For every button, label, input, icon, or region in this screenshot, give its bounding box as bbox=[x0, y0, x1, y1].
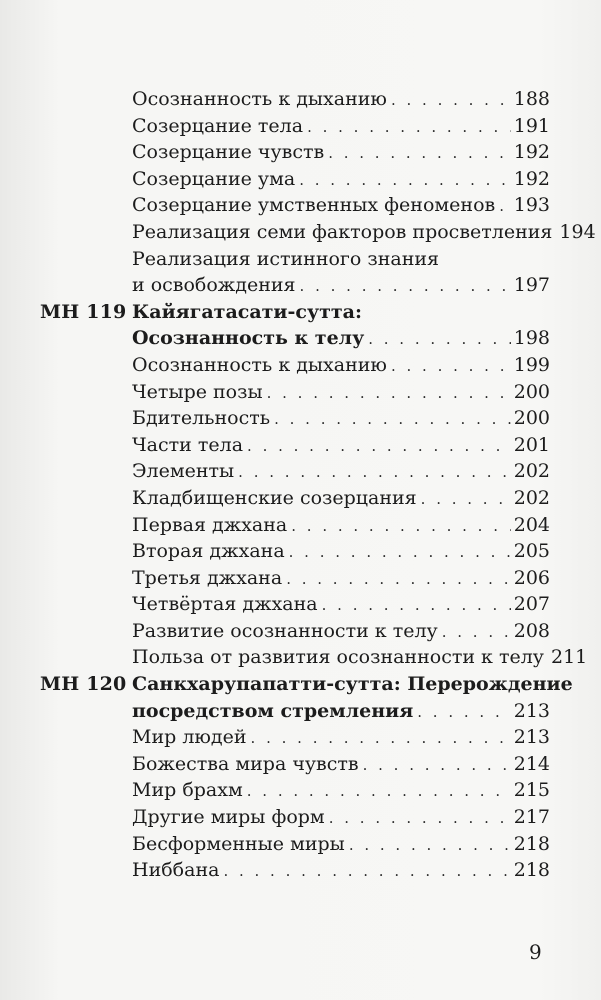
toc-entry-page: 200 bbox=[513, 407, 550, 430]
toc-row bbox=[40, 538, 550, 565]
toc-entry-page: 208 bbox=[513, 619, 550, 642]
toc-entry-title: Кладбищенские созерцания bbox=[132, 486, 417, 509]
toc-row bbox=[40, 485, 550, 512]
toc-row bbox=[40, 325, 550, 352]
dot-leader bbox=[247, 433, 511, 460]
sutta-title: Санкхарупапатти-сутта: Перерождение bbox=[132, 673, 573, 696]
toc-row bbox=[40, 565, 550, 592]
toc-entry-page: 217 bbox=[513, 806, 550, 829]
toc-row bbox=[40, 379, 550, 406]
toc-row bbox=[40, 831, 550, 858]
toc-row bbox=[40, 751, 550, 778]
toc-row bbox=[40, 246, 550, 273]
toc-entry-page: 202 bbox=[513, 486, 550, 509]
toc-entry-title: Осознанность к дыханию bbox=[132, 88, 387, 110]
dot-leader bbox=[274, 406, 511, 433]
dot-leader bbox=[286, 566, 511, 593]
toc-row bbox=[40, 724, 550, 751]
toc-entry-page: 202 bbox=[513, 460, 550, 483]
toc-entry-page: 199 bbox=[513, 353, 550, 376]
dot-leader bbox=[349, 832, 511, 859]
toc-entry-title: Третья джхана bbox=[132, 566, 283, 589]
toc-entry-title: Мир людей bbox=[132, 726, 247, 749]
toc-entry-page: 213 bbox=[513, 699, 550, 722]
toc-entry-page: 188 bbox=[513, 88, 550, 110]
toc-entry-title: Четвёртая джхана bbox=[132, 593, 318, 616]
toc-entry-title: Созерцание тела bbox=[132, 114, 304, 137]
sutta-code: МН 120 bbox=[40, 673, 127, 696]
toc-entry-page: 201 bbox=[513, 433, 550, 456]
table-of-contents bbox=[40, 86, 596, 884]
dot-leader bbox=[329, 805, 511, 832]
page-number: 9 bbox=[529, 940, 542, 964]
toc-row bbox=[40, 405, 550, 432]
toc-row bbox=[40, 777, 550, 804]
toc-row bbox=[40, 86, 550, 113]
toc-entry-page: 213 bbox=[513, 726, 550, 749]
dot-leader bbox=[291, 513, 510, 540]
toc-entry-title: Четыре позы bbox=[132, 380, 263, 403]
dot-leader bbox=[391, 353, 511, 380]
sutta-subtitle: Осознанность к телу bbox=[132, 327, 365, 350]
dot-leader bbox=[499, 193, 511, 220]
toc-row bbox=[40, 591, 550, 618]
toc-entry-page: 192 bbox=[513, 167, 550, 190]
toc-row bbox=[40, 432, 550, 459]
dot-leader bbox=[328, 140, 511, 167]
toc-entry-page: 207 bbox=[513, 593, 550, 616]
dot-leader bbox=[307, 114, 511, 141]
toc-entry-title: Другие миры форм bbox=[132, 806, 325, 829]
toc-entry-title: Ниббана bbox=[132, 859, 220, 882]
toc-entry-title: Первая джхана bbox=[132, 513, 288, 536]
toc-entry-page: 191 bbox=[513, 114, 550, 137]
toc-entry-page: 215 bbox=[513, 779, 550, 802]
dot-leader bbox=[223, 858, 510, 885]
toc-entry-page: 200 bbox=[513, 380, 550, 403]
dot-leader bbox=[247, 778, 511, 805]
dot-leader bbox=[368, 326, 511, 353]
sutta-title: Кайягатасати-сутта: bbox=[132, 300, 362, 323]
dot-leader bbox=[300, 273, 511, 300]
toc-entry-page: 197 bbox=[513, 274, 550, 297]
dot-leader bbox=[251, 725, 511, 752]
toc-section-row bbox=[40, 671, 573, 698]
toc-entry-title: Бесформенные миры bbox=[132, 832, 345, 855]
toc-entry-title: Вторая джхана bbox=[132, 540, 285, 563]
sutta-code: МН 119 bbox=[40, 300, 127, 323]
toc-entry-title: Осознанность к дыханию bbox=[132, 353, 387, 376]
toc-row bbox=[40, 139, 550, 166]
toc-entry-page: 193 bbox=[513, 194, 550, 217]
toc-entry-title: Элементы bbox=[132, 460, 235, 483]
toc-row bbox=[40, 113, 550, 140]
toc-entry-title: Бдительность bbox=[132, 407, 271, 430]
dot-leader bbox=[391, 87, 511, 114]
toc-entry-title: Реализация семи факторов просветления bbox=[132, 220, 553, 243]
toc-entry-page: 211 bbox=[550, 646, 588, 669]
toc-entry-page: 214 bbox=[513, 752, 550, 775]
toc-row bbox=[40, 166, 550, 193]
toc-entry-title: Созерцание чувств bbox=[132, 141, 325, 164]
toc-entry-title: Созерцание умственных феноменов bbox=[132, 194, 496, 217]
toc-row bbox=[40, 644, 588, 671]
sutta-subtitle: посредством стремления bbox=[132, 699, 414, 722]
toc-row bbox=[40, 804, 550, 831]
toc-entry-page: 218 bbox=[513, 832, 550, 855]
dot-leader bbox=[299, 167, 511, 194]
dot-leader bbox=[442, 619, 511, 646]
toc-entry-title: Созерцание ума bbox=[132, 167, 296, 190]
dot-leader bbox=[289, 539, 511, 566]
toc-row bbox=[40, 857, 550, 884]
toc-section-row bbox=[40, 299, 550, 326]
toc-entry-title: Развитие осознанности к телу bbox=[132, 619, 438, 642]
toc-entry-page: 194 bbox=[559, 220, 596, 243]
toc-entry-page: 218 bbox=[513, 859, 550, 882]
dot-leader bbox=[238, 459, 511, 486]
toc-row bbox=[40, 192, 550, 219]
dot-leader bbox=[417, 699, 510, 726]
toc-row bbox=[40, 512, 550, 539]
dot-leader bbox=[267, 380, 511, 407]
toc-entry-page: 198 bbox=[513, 327, 550, 350]
toc-entry-title: и освобождения bbox=[132, 274, 296, 297]
toc-row bbox=[40, 618, 550, 645]
dot-leader bbox=[421, 486, 511, 513]
dot-leader bbox=[363, 752, 511, 779]
toc-entry-page: 206 bbox=[513, 566, 550, 589]
toc-entry-page: 204 bbox=[513, 513, 550, 536]
toc-entry-title: Мир брахм bbox=[132, 779, 243, 802]
toc-entry-title: Части тела bbox=[132, 433, 244, 456]
toc-row bbox=[40, 458, 550, 485]
toc-row bbox=[40, 272, 550, 299]
dot-leader bbox=[322, 592, 511, 619]
toc-row bbox=[40, 219, 596, 246]
toc-entry-title: Польза от развития осознанности к телу bbox=[132, 646, 544, 669]
toc-entry-page: 205 bbox=[513, 540, 550, 563]
toc-entry-title: Реализация истинного знания bbox=[132, 247, 440, 270]
toc-entry-page: 192 bbox=[513, 141, 550, 164]
toc-entry-title: Божества мира чувств bbox=[132, 752, 359, 775]
toc-row bbox=[40, 352, 550, 379]
toc-row bbox=[40, 698, 550, 725]
